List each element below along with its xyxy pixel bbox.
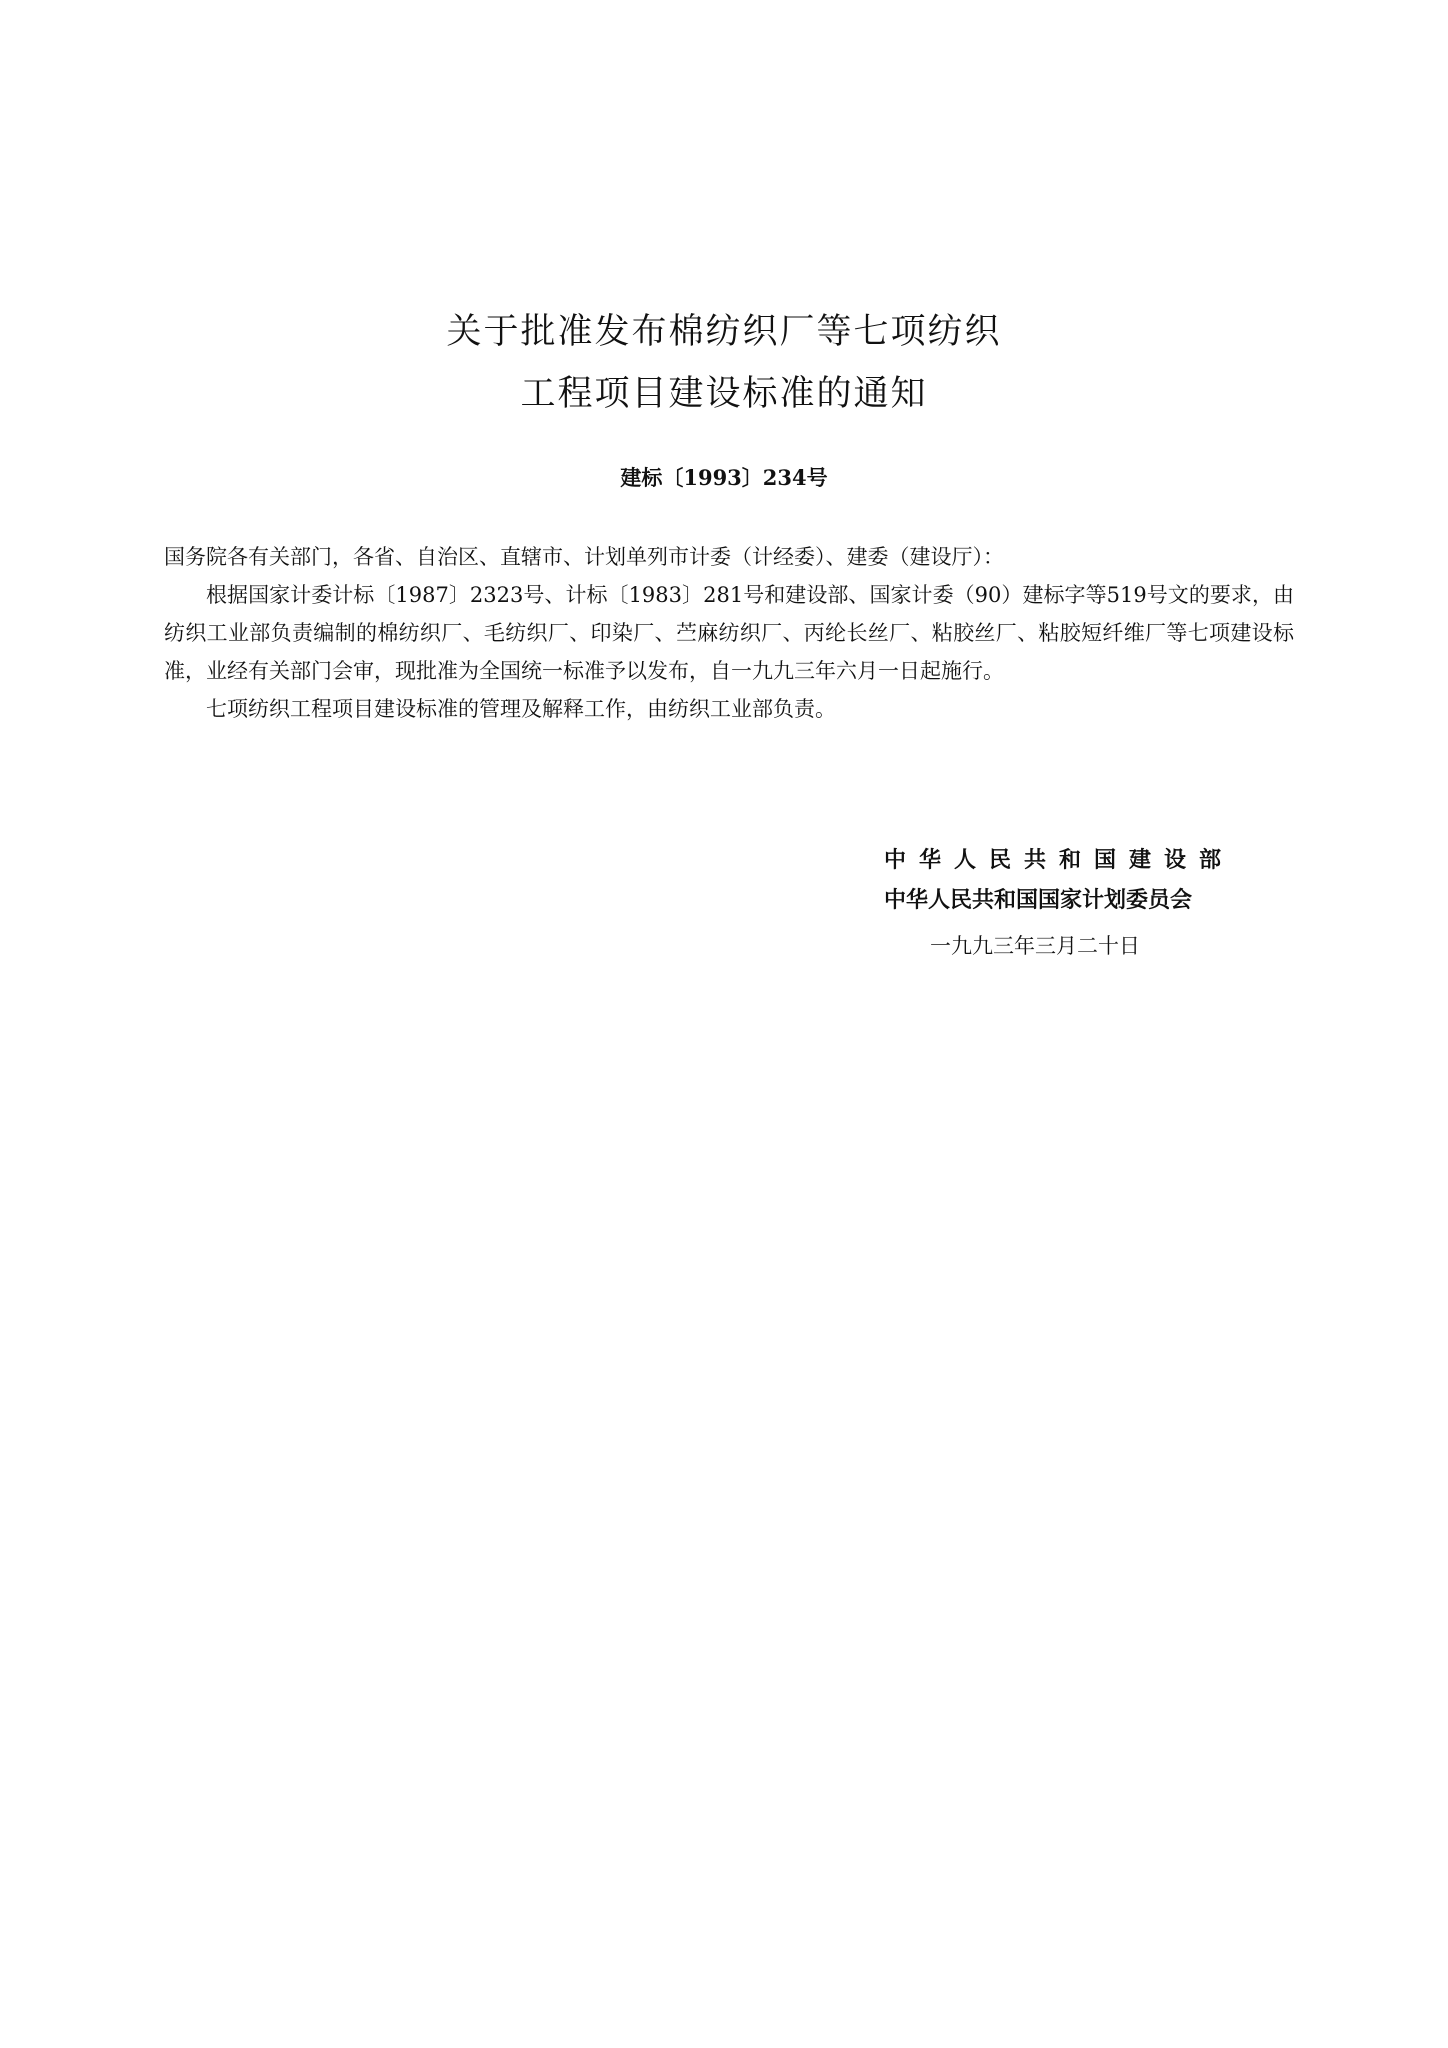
title-line-2: 工程项目建设标准的通知 [520,374,928,414]
body-paragraph-1: 根据国家计委计标〔1987〕2323号、计标〔1983〕281号和建设部、国家计委（90）建标字等519号文的要求，由纺织工业部负责编制的棉纺织厂、毛纺织厂、印染厂、苎麻纺织厂、丙纶长丝厂、粘胶丝厂、粘胶短纤维厂等七项建设标准，业经有关部门会审，现批准为全国统一标准予以发布，自一九九三年六月一日起施行。 [164,583,1294,683]
body-paragraph-2: 七项纺织工程项目建设标准的管理及解释工作，由纺织工业部负责。 [206,697,836,721]
signature-block [884,840,1244,966]
title-line-1: 关于批准发布棉纺织厂等七项纺织 [446,312,1002,352]
issue-date: 一九九三年三月二十日 [930,934,1140,958]
document-number: 建标〔1993〕234号 [620,465,828,490]
addressee-line: 国务院各有关部门，各省、自治区、直辖市、计划单列市计委（计经委）、建委（建设厅）： [164,545,1004,569]
issuer-state-planning-commission: 中华人民共和国国家计划委员会 [884,887,1193,913]
issuer-ministry-of-construction: 中华人民共和国建设部 [884,847,1235,873]
notice-body [164,538,1294,728]
